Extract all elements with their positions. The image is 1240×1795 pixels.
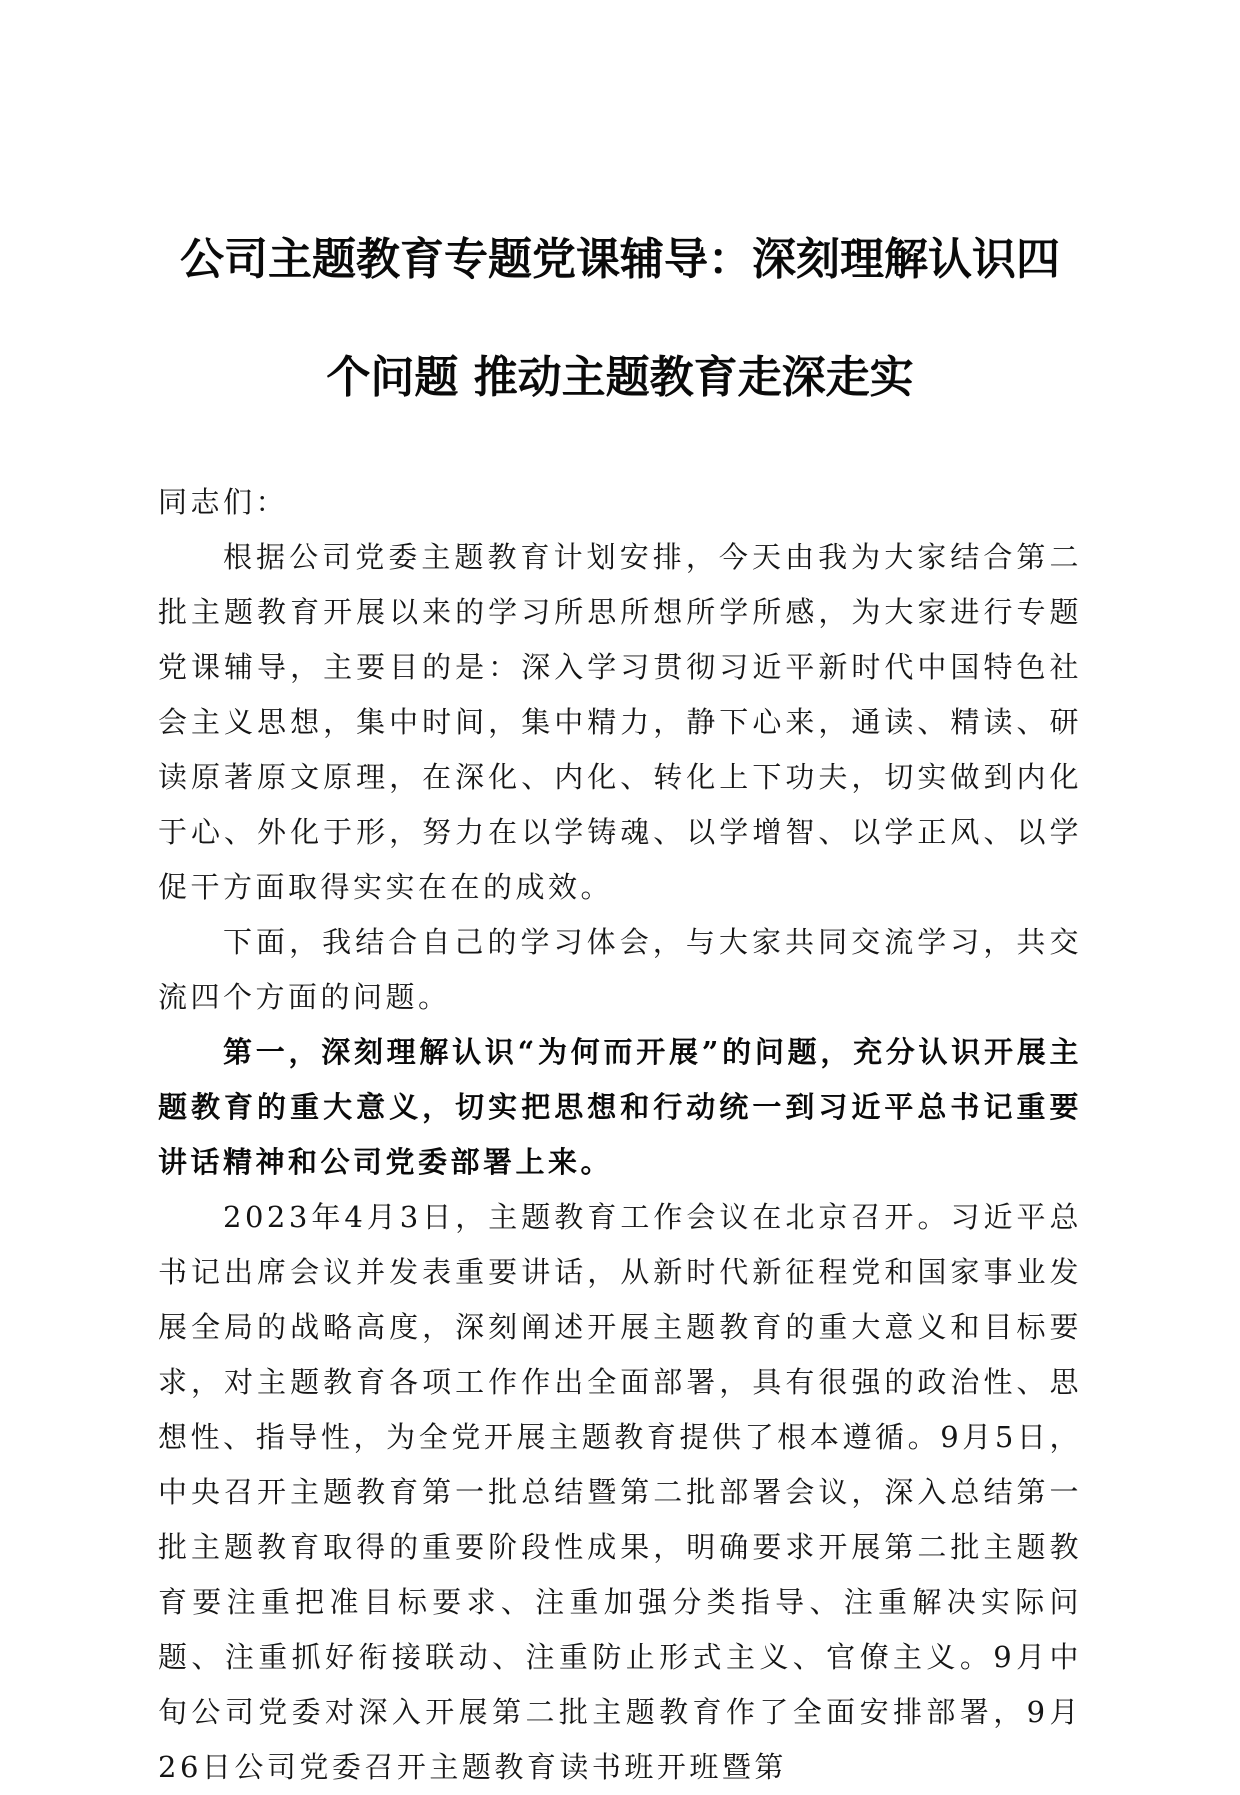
section-heading-1: 第一，深刻理解认识“为何而开展”的问题，充分认识开展主题教育的重大意义，切实把思想和行动统一到习近平总书记重要讲话精神和公司党委部署上来。	[158, 1035, 1082, 1179]
document-title-line-1: 公司主题教育专题党课辅导：深刻理解认识四	[180, 234, 1060, 285]
document-body	[158, 475, 1082, 1795]
document-title-line-2: 个问题 推动主题教育走深走实	[326, 352, 914, 403]
paragraph-intro: 根据公司党委主题教育计划安排，今天由我为大家结合第二批主题教育开展以来的学习所思所想所学所感，为大家进行专题党课辅导，主要目的是：深入学习贯彻习近平新时代中国特色社会主义思想，集中时间，集中精力，静下心来，通读、精读、研读原著原文原理，在深化、内化、转化上下功夫，切实做到内化于心、外化于形，努力在以学铸魂、以学增智、以学正风、以学促干方面取得实实在在的成效。	[158, 540, 1082, 904]
salutation: 同志们：	[158, 485, 289, 519]
paragraph-section-1-body: 2023年4月3日，主题教育工作会议在北京召开。习近平总书记出席会议并发表重要讲话，从新时代新征程党和国家事业发展全局的战略高度，深刻阐述开展主题教育的重大意义和目标要求，对主题教育各项工作作出全面部署，具有很强的政治性、思想性、指导性，为全党开展主题教育提供了根本遵循。9月5日，中央召开主题教育第一批总结暨第二批部署会议，深入总结第一批主题教育取得的重要阶段性成果，明确要求开展第二批主题教育要注重把准目标要求、注重加强分类指导、注重解决实际问题、注重抓好衔接联动、注重防止形式主义、官僚主义。9月中旬公司党委对深入开展第二批主题教育作了全面安排部署，9月26日公司党委召开主题教育读书班开班暨第	[158, 1200, 1082, 1784]
paragraph-overview: 下面，我结合自己的学习体会，与大家共同交流学习，共交流四个方面的问题。	[158, 925, 1082, 1014]
